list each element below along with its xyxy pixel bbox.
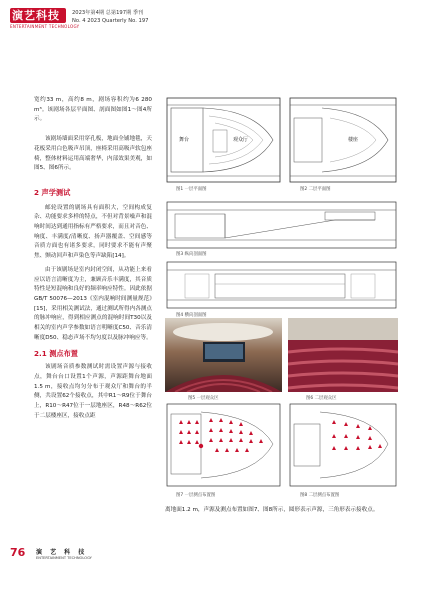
figure-4-transverse-section: [165, 260, 398, 310]
magazine-logo-subtitle: ENTERTAINMENT TECHNOLOGY: [10, 24, 80, 29]
label-hall: 观众厅: [233, 137, 249, 143]
left-column: [34, 96, 152, 421]
paragraph-3: 邮轮设置的剧场具有面积大，空间构成复杂、功能要求多样的特点，不但对背景噪声和混响时间达到通用指标有严格要求，而且对音色、响度、丰满度/清晰度、扬声器覆盖、空间感等音质方面也有诸多要求，同时要求不能有声聚焦、颤动回声和声染色等声缺陷[14]。: [34, 204, 152, 260]
figure-7-measuring-points-floor-1: [165, 402, 282, 488]
caption-figure-5: 图5 一层观众区: [188, 396, 219, 401]
footer-magazine-name: 演 艺 科 技: [36, 549, 88, 556]
label-balcony: 楼座: [348, 137, 359, 143]
issue-info-en: No. 4 2023 Quarterly No. 197: [72, 18, 149, 24]
right-column-text: 离地面1.2 m，声源及测点布置如图7、图8所示，圆形表示声源，三角形表示接收点。: [165, 507, 379, 513]
figure-2-floor-plan: [288, 96, 398, 184]
section-heading-2: 2 声学测试: [34, 187, 71, 197]
paragraph-4: 由于该剧场是室内封闭空间，从功能上来看应以语言清晰度为主，兼顾音乐丰满度，其音质特性是短混响和良好的频率响应特性。因此依据GB/T 50076—2013《室内混响时间测量规范》[15]，采用相关测试法，通过测试所得内各测点的脉冲响应，得到相应测点的混响时间T30以及相关的室内声学参数如语言明晰度C50、音乐清晰度D50、稳态声场不均匀度以及脉冲响应等。: [34, 266, 152, 341]
page-number: 76: [10, 546, 26, 559]
caption-figure-4: 图4 横向剖面图: [176, 313, 207, 318]
caption-figure-2: 图2 二层平面图: [300, 187, 331, 192]
caption-figure-1: 图1 一层平面图: [176, 187, 207, 192]
label-stage: 舞台: [179, 137, 190, 143]
section-heading-2-1: 2.1 测点布置: [34, 349, 78, 359]
caption-figure-3: 图3 纵向剖面图: [176, 252, 207, 257]
paragraph-2: 该剧场墙面采用穿孔板，地面全铺地毯，天花板采用白色吸声吊顶，座椅采用高吸声软包座椅，整体材料运用高端奢华，内部效果美观，如图5、图6所示。: [34, 136, 152, 172]
figure-3-longitudinal-section: [165, 200, 398, 250]
paragraph-5: 该剧场音质参数测试时需设置声源与接收点，舞台台口设置1个声源，声源距舞台地面1.5 m，接收点均匀分布于观众厅和舞台的半侧，共设置62个接收点，其中R1～R9位于舞台上，R10～R47位于一层地座区，R48～R62位于二层楼座区，接收点距: [34, 364, 152, 419]
figure-5-photo-first-floor: [165, 318, 282, 392]
magazine-logo-text: 演艺科技: [12, 9, 60, 22]
figure-1-floor-plan: [165, 96, 282, 184]
caption-figure-7: 图7 一层测点布置图: [176, 493, 216, 498]
footer-magazine-name-en: ENTERTAINMENT TECHNOLOGY: [36, 556, 92, 560]
issue-info-cn: 2023年第4期 总第197期 季刊: [72, 10, 144, 16]
figure-8-measuring-points-floor-2: [288, 402, 398, 488]
caption-figure-8: 图8 二层测点布置图: [300, 493, 340, 498]
caption-figure-6: 图6 二层观众区: [306, 396, 337, 401]
paragraph-1: 宽约33 m，高约8 m，剧场容积约为6 280 m³。该剧场各层平面图、剖面图如图1～图4所示。: [34, 97, 152, 123]
figure-6-photo-second-floor: [288, 318, 398, 392]
